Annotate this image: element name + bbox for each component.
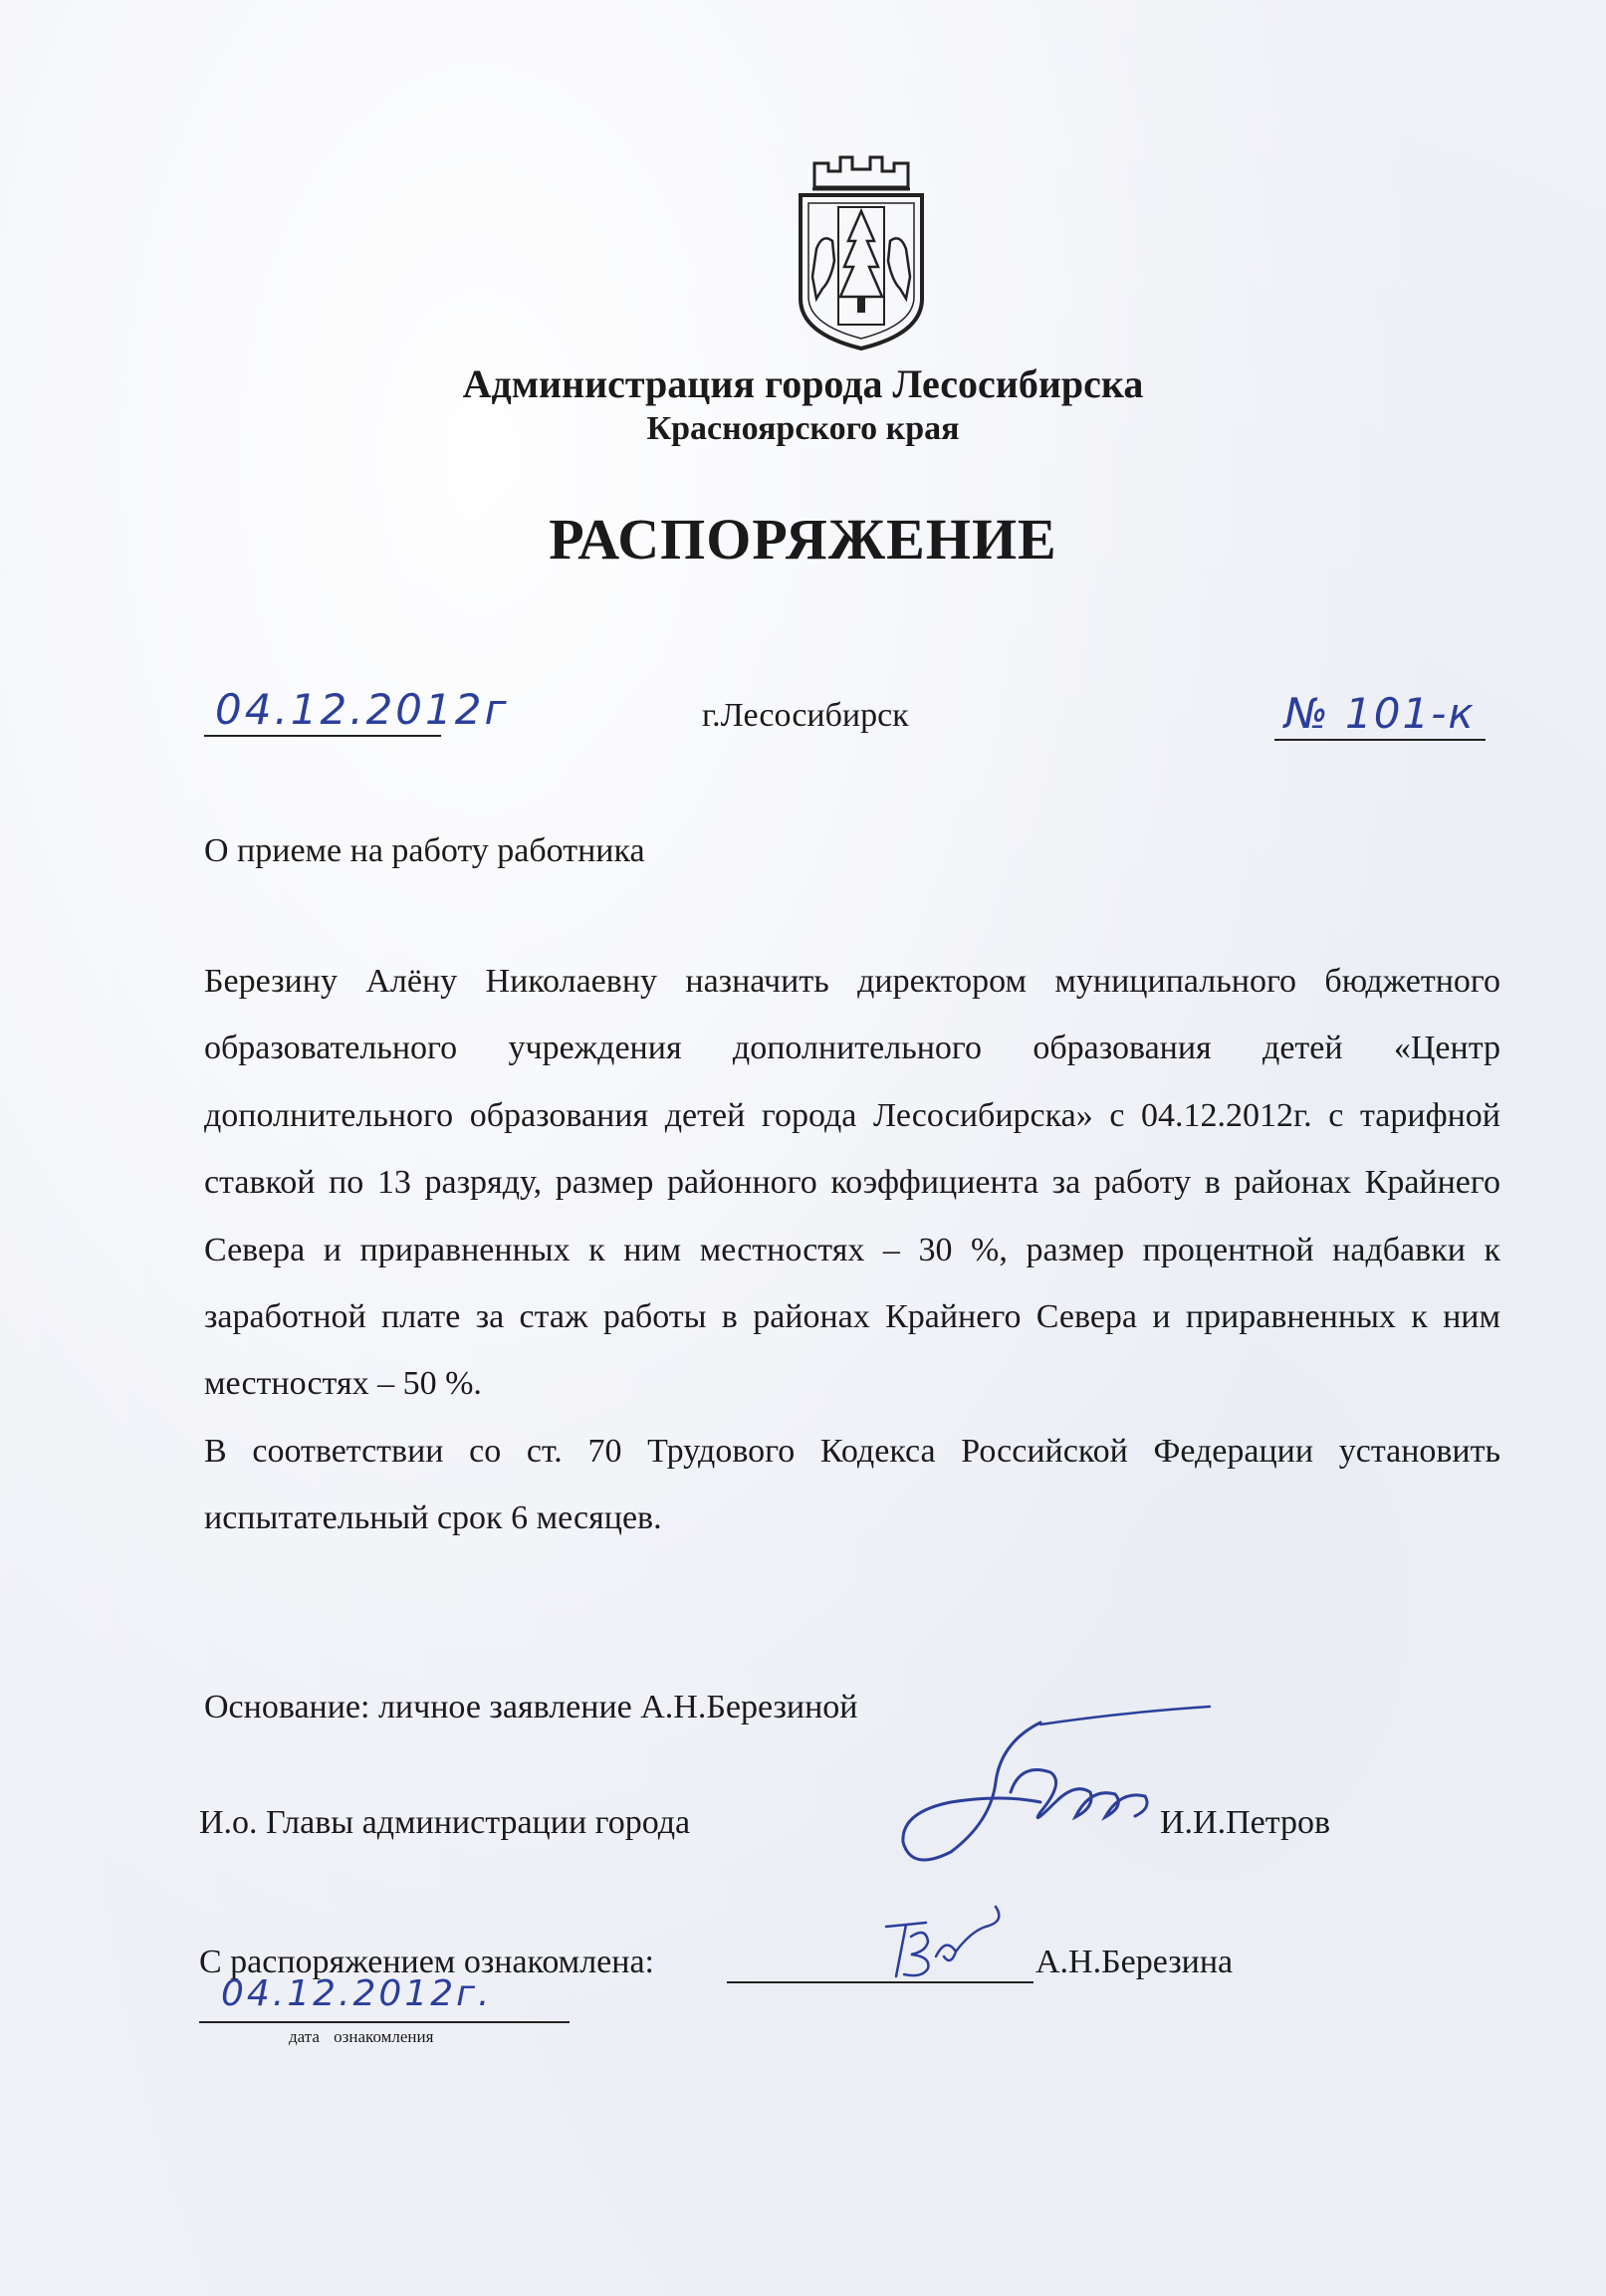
acknowledgement-date-line xyxy=(199,2021,570,2023)
organization-region: Красноярского края xyxy=(646,410,960,447)
handwritten-signature-icon xyxy=(891,1703,1230,1872)
organization-name: Администрация города Лесосибирска xyxy=(462,361,1144,406)
acknowledgement-label: С распоряжением ознакомлена: xyxy=(199,1944,654,1980)
document-number: № 101-к xyxy=(1284,689,1476,738)
document-city: г.Лесосибирск xyxy=(702,697,909,734)
number-underline xyxy=(1274,739,1486,741)
body-paragraph-2: В соответствии со ст. 70 Трудового Кодекса Российской Федерации установить испытательный срок 6 месяцев. xyxy=(204,1432,1500,1537)
city-coat-of-arms-icon xyxy=(787,149,936,353)
acknowledgement-name: А.Н.Березина xyxy=(1035,1944,1234,1980)
document-body xyxy=(204,948,1500,1552)
document-type-title: РАСПОРЯЖЕНИЕ xyxy=(549,507,1057,572)
handwritten-initials-signature-icon xyxy=(856,1897,1016,1986)
document-basis: Основание: личное заявление А.Н.Березиной xyxy=(204,1689,858,1725)
body-paragraph-1: Березину Алёну Николаевну назначить директором муниципального бюджетного образовательного учреждения дополнительного образования детей «Центр дополнительного образования детей города Лесосибирска» с 04.12.2012г. с тарифной ставкой по 13 разряду, размер районного коэффициента за работу в районах Крайнего Севера и приравненных к ним местностях – 30 %, размер процентной надбавки к заработной плате за стаж работы в районах Крайнего Севера и приравненных к ним местностях – 50 %. xyxy=(204,963,1500,1403)
signer-title: И.о. Главы администрации города xyxy=(199,1804,691,1841)
document-date: 04.12.2012г xyxy=(215,685,510,734)
document-subject: О приеме на работу работника xyxy=(204,832,645,869)
acknowledgement-date: 04.12.2012г. xyxy=(221,1973,493,2014)
signer-name: И.И.Петров xyxy=(1160,1804,1331,1841)
date-underline xyxy=(204,735,441,737)
acknowledgement-date-caption: дата ознакомления xyxy=(289,2027,434,2046)
